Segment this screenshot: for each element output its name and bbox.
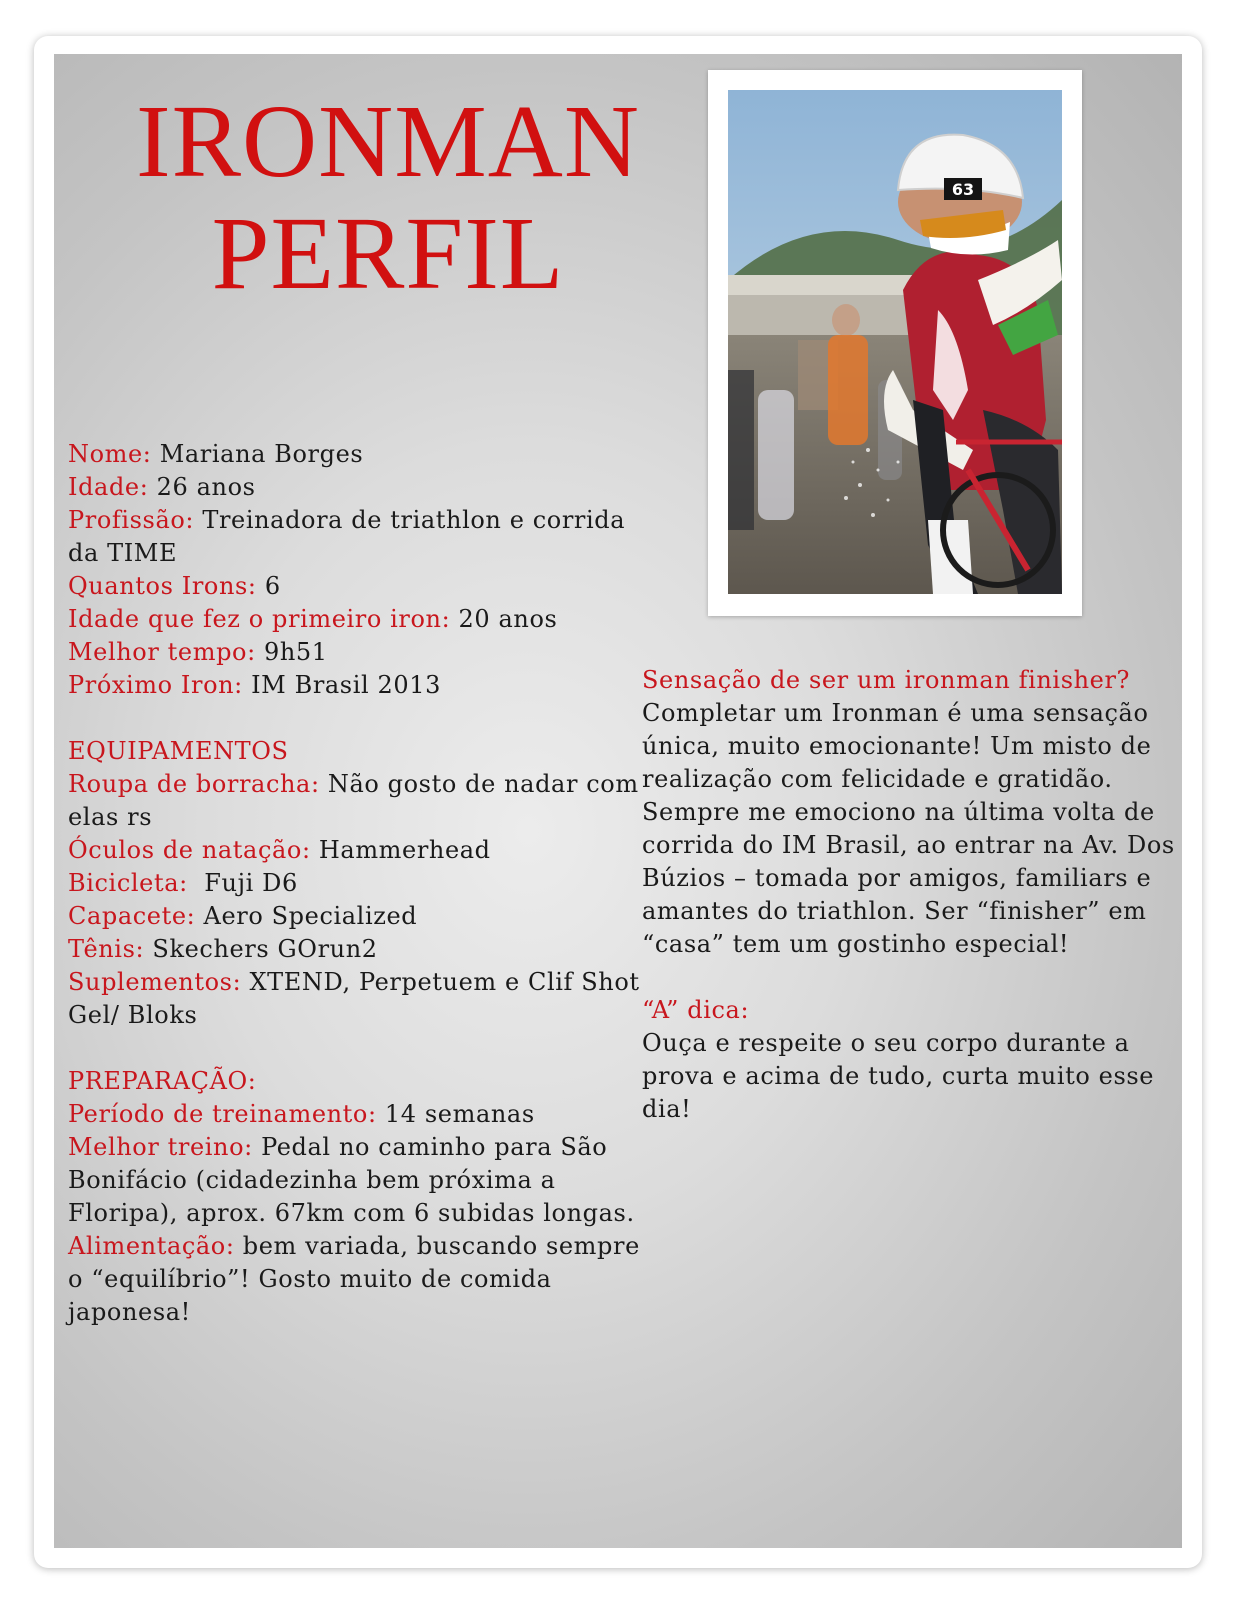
spacer	[68, 702, 648, 735]
next-iron-label: Próximo Iron:	[68, 671, 243, 699]
age-label: Idade:	[68, 473, 149, 501]
supplements-value: XTEND, Perpetuem e Clif Shot Gel/ Bloks	[68, 968, 640, 1029]
wetsuit-value: Não gosto de nadar com elas rs	[68, 770, 639, 831]
name-label: Nome:	[68, 440, 152, 468]
spacer	[68, 1032, 648, 1065]
best-workout-line	[68, 1131, 648, 1230]
shoes-label: Tênis:	[68, 935, 145, 963]
tip-heading: “A” dica:	[642, 996, 750, 1024]
equipment-heading: EQUIPAMENTOS	[68, 737, 289, 765]
name-line	[68, 438, 648, 471]
finisher-question: Sensação de ser um ironman finisher?	[642, 666, 1131, 694]
name-value: Mariana Borges	[151, 440, 364, 468]
period-line	[68, 1098, 648, 1131]
best-time-label: Melhor tempo:	[68, 638, 256, 666]
title-line-2: PERFIL	[211, 196, 565, 311]
profession-line	[68, 504, 648, 570]
helmet-value: Aero Specialized	[195, 902, 418, 930]
best-workout-label: Melhor treino:	[68, 1133, 253, 1161]
next-iron-line	[68, 669, 648, 702]
period-value: 14 semanas	[376, 1100, 535, 1128]
page-title	[76, 86, 700, 310]
supplements-label: Suplementos:	[68, 968, 242, 996]
title-line-1: IRONMAN	[136, 84, 640, 199]
wetsuit-label: Roupa de borracha:	[68, 770, 320, 798]
diet-label: Alimentação:	[68, 1232, 235, 1260]
tip-text: Ouça e respeite o seu corpo durante a prova e acima de tudo, curta muito esse dia!	[642, 1029, 1155, 1123]
bike-value: Fuji D6	[187, 869, 298, 897]
age-value: 26 anos	[148, 473, 256, 501]
profession-value: Treinadora de triathlon e corrida da TIME	[68, 506, 626, 567]
diet-value: bem variada, buscando sempre o “equilíbrio”! Gosto muito de comida japonesa!	[68, 1232, 640, 1326]
best-time-line	[68, 636, 648, 669]
irons-label: Quantos Irons:	[68, 572, 257, 600]
supplements-line	[68, 966, 648, 1032]
athlete-photo-frame	[708, 70, 1082, 616]
age-line	[68, 471, 648, 504]
goggles-line	[68, 834, 648, 867]
finisher-column	[642, 664, 1182, 1126]
first-iron-line	[68, 603, 648, 636]
helmet-line	[68, 900, 648, 933]
bike-label: Bicicleta:	[68, 869, 188, 897]
profile-column	[68, 438, 648, 1329]
preparation-heading: PREPARAÇÃO:	[68, 1067, 257, 1095]
period-label: Período de treinamento:	[68, 1100, 377, 1128]
first-iron-label: Idade que fez o primeiro iron:	[68, 605, 451, 633]
finisher-answer: Completar um Ironman é uma sensação única, muito emocionante! Um misto de realização com felicidade e gratidão. Sempre me emociono na última volta de corrida do IM Brasil, ao entrar na Av. Dos Búzios – tomada por amigos, familiars e amantes do triathlon. Ser “finisher” em “casa” tem um gostinho especial!	[642, 699, 1175, 958]
helmet-label: Capacete:	[68, 902, 196, 930]
goggles-label: Óculos de natação:	[68, 836, 311, 864]
shoes-line	[68, 933, 648, 966]
best-workout-value: Pedal no caminho para São Bonifácio (cidadezinha bem próxima a Floripa), aprox. 67km com 6 subidas longas.	[68, 1133, 635, 1227]
profession-label: Profissão:	[68, 506, 195, 534]
irons-value: 6	[256, 572, 281, 600]
irons-line	[68, 570, 648, 603]
first-iron-value: 20 anos	[450, 605, 558, 633]
helmet-number: 63	[951, 180, 975, 199]
bike-line	[68, 867, 648, 900]
shoes-value: Skechers GOrun2	[144, 935, 378, 963]
next-iron-value: IM Brasil 2013	[242, 671, 441, 699]
goggles-value: Hammerhead	[310, 836, 491, 864]
diet-line	[68, 1230, 648, 1329]
wetsuit-line	[68, 768, 648, 834]
best-time-value: 9h51	[255, 638, 328, 666]
athlete-photo	[728, 90, 1062, 594]
spacer	[642, 961, 1182, 994]
